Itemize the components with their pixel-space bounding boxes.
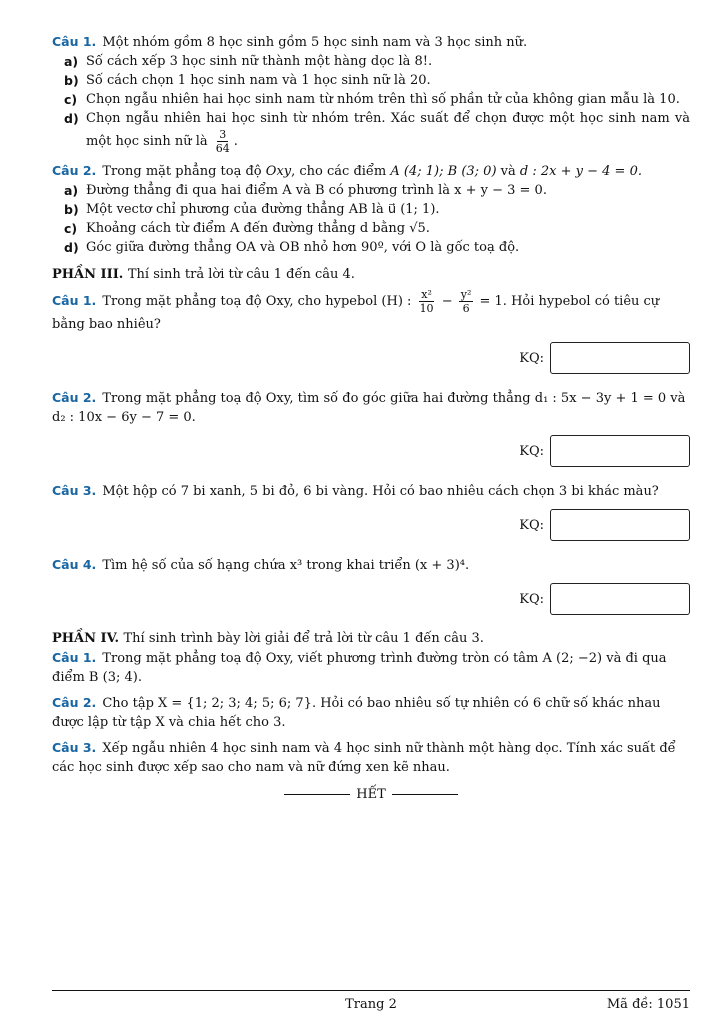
answer-label: KQ: xyxy=(519,517,544,533)
part4-question-2 xyxy=(52,693,690,732)
question-text: Cho tập X = {1; 2; 3; 4; 5; 6; 7}. Hỏi có bao nhiêu số tự nhiên có 6 chữ số khác nhau được lập từ tập X và chia hết cho 3. xyxy=(52,696,661,730)
option-text: Số cách chọn 1 học sinh nam và 1 học sinh nữ là 20. xyxy=(86,73,431,88)
option-letter: a) xyxy=(64,54,79,69)
fraction-numerator: 3 xyxy=(219,128,227,141)
question-text: và xyxy=(500,164,516,179)
fraction xyxy=(214,128,232,155)
option-letter: a) xyxy=(64,183,79,198)
part3-question-1 xyxy=(52,288,690,334)
answer-box[interactable] xyxy=(550,583,690,615)
option-text: Khoảng cách từ điểm A đến đường thẳng d bằng √5. xyxy=(86,221,430,236)
option-c xyxy=(52,90,690,109)
question-text: = 1. Hỏi hypebol có tiêu cự bằng bao nhiêu? xyxy=(52,294,660,332)
fraction-denominator: 10 xyxy=(419,302,434,315)
question-label: Câu 3. xyxy=(52,740,97,755)
question-label: Câu 2. xyxy=(52,390,97,405)
option-text: Chọn ngẫu nhiên hai học sinh nam từ nhóm trên thì số phần tử của không gian mẫu là 10. xyxy=(86,92,680,107)
option-letter: d) xyxy=(64,111,79,126)
question-text: Trong mặt phẳng toạ độ Oxy, tìm số đo góc giữa hai đường thẳng d₁ : 5x − 3y + 1 = 0 và d₂ : 10x − 6y − 7 = 0. xyxy=(52,391,686,425)
option-text: Góc giữa đường thẳng OA và OB nhỏ hơn 90º, với O là gốc toạ độ. xyxy=(86,240,520,255)
answer-box[interactable] xyxy=(550,342,690,374)
question-text: Xếp ngẫu nhiên 4 học sinh nam và 4 học sinh nữ thành một hàng dọc. Tính xác suất để các học sinh được xếp sao cho nam và nữ đứng xen kẽ nhau. xyxy=(52,741,676,775)
part-description: Thí sinh trả lời từ câu 1 đến câu 4. xyxy=(127,267,355,282)
fraction xyxy=(418,288,436,315)
exam-code: Mã đề: 1051 xyxy=(606,997,690,1012)
option-a xyxy=(52,181,690,200)
fraction-numerator: y² xyxy=(460,288,472,301)
option-c xyxy=(52,219,690,238)
answer-row xyxy=(52,435,690,467)
question-label: Câu 4. xyxy=(52,557,97,572)
answer-box[interactable] xyxy=(550,435,690,467)
answer-label: KQ: xyxy=(519,350,544,366)
option-text: Một vectơ chỉ phương của đường thẳng AB là u⃗ (1; 1). xyxy=(86,202,440,217)
page-footer xyxy=(52,990,690,1021)
option-letter: c) xyxy=(64,221,78,236)
option-a xyxy=(52,52,690,71)
part-title: PHẦN IV. xyxy=(52,631,119,646)
option-text: Số cách xếp 3 học sinh nữ thành một hàng dọc là 8!. xyxy=(86,54,433,69)
points: A (4; 1); B (3; 0) xyxy=(390,164,497,179)
option-letter: b) xyxy=(64,202,79,217)
question-label: Câu 3. xyxy=(52,483,97,498)
answer-label: KQ: xyxy=(519,591,544,607)
answer-box[interactable] xyxy=(550,509,690,541)
option-text: Đường thẳng đi qua hai điểm A và B có phương trình là x + y − 3 = 0. xyxy=(86,183,547,198)
option-d: d) Chọn ngẫu nhiên hai học sinh từ nhóm trên. Xác suất để chọn được một học sinh nam và một học sinh nữ là $\frac{3}{64}$ . xyxy=(64,111,690,155)
question-1 xyxy=(52,32,690,52)
part-description: Thí sinh trình bày lời giải để trả lời từ câu 1 đến câu 3. xyxy=(123,631,484,646)
answer-row xyxy=(52,509,690,541)
part-title: PHẦN III. xyxy=(52,267,124,282)
question-text: Trong mặt phẳng toạ độ Oxy, viết phương trình đường tròn có tâm A (2; −2) và đi qua điểm B (3; 4). xyxy=(52,651,667,685)
question-text: , cho các điểm xyxy=(291,164,387,179)
question-text: Trong mặt phẳng toạ độ Oxy, cho hypebol (H) : xyxy=(102,294,412,309)
option-letter: c) xyxy=(64,92,78,107)
answer-row xyxy=(52,342,690,374)
question-text: Trong mặt phẳng toạ độ xyxy=(102,164,262,179)
fraction-numerator: x² xyxy=(421,288,432,301)
question-text: Một nhóm gồm 8 học sinh gồm 5 học sinh nam và 3 học sinh nữ. xyxy=(102,35,528,50)
fraction-denominator: 6 xyxy=(462,302,470,315)
part3-question-3 xyxy=(52,481,690,501)
page-number: Trang 2 xyxy=(345,997,397,1012)
option-letter: b) xyxy=(64,73,79,88)
part4-question-1 xyxy=(52,648,690,687)
fraction xyxy=(459,288,474,315)
part-4-heading xyxy=(52,629,690,648)
answer-row xyxy=(52,583,690,615)
question-label: Câu 1. xyxy=(52,34,97,49)
question-text: Một hộp có 7 bi xanh, 5 bi đỏ, 6 bi vàng. Hỏi có bao nhiêu cách chọn 3 bi khác màu? xyxy=(102,484,659,499)
end-text: HẾT xyxy=(356,787,386,802)
option-letter: d) xyxy=(64,240,79,255)
part-3-heading xyxy=(52,265,690,284)
option-b xyxy=(52,200,690,219)
part3-question-4 xyxy=(52,555,690,575)
option-text: Chọn ngẫu nhiên hai học sinh từ nhóm trên. Xác suất để chọn được một học sinh nam và một học sinh nữ là xyxy=(86,111,690,149)
question-label: Câu 1. xyxy=(52,650,97,665)
question-text: Tìm hệ số của số hạng chứa x³ trong khai triển (x + 3)⁴. xyxy=(102,558,470,573)
part3-question-2 xyxy=(52,388,690,427)
end-marker xyxy=(52,785,690,804)
exam-page xyxy=(52,32,690,804)
line-equation: d : 2x + y − 4 = 0. xyxy=(519,164,642,179)
question-label: Câu 2. xyxy=(52,695,97,710)
question-label: Câu 2. xyxy=(52,163,97,178)
coordinate-system: Oxy xyxy=(265,164,292,179)
answer-label: KQ: xyxy=(519,443,544,459)
minus-sign: − xyxy=(441,294,453,309)
option-d xyxy=(52,238,690,257)
question-2 xyxy=(52,161,690,181)
fraction-denominator: 64 xyxy=(215,142,230,155)
question-label: Câu 1. xyxy=(52,293,97,308)
option-b xyxy=(52,71,690,90)
part4-question-3 xyxy=(52,738,690,777)
